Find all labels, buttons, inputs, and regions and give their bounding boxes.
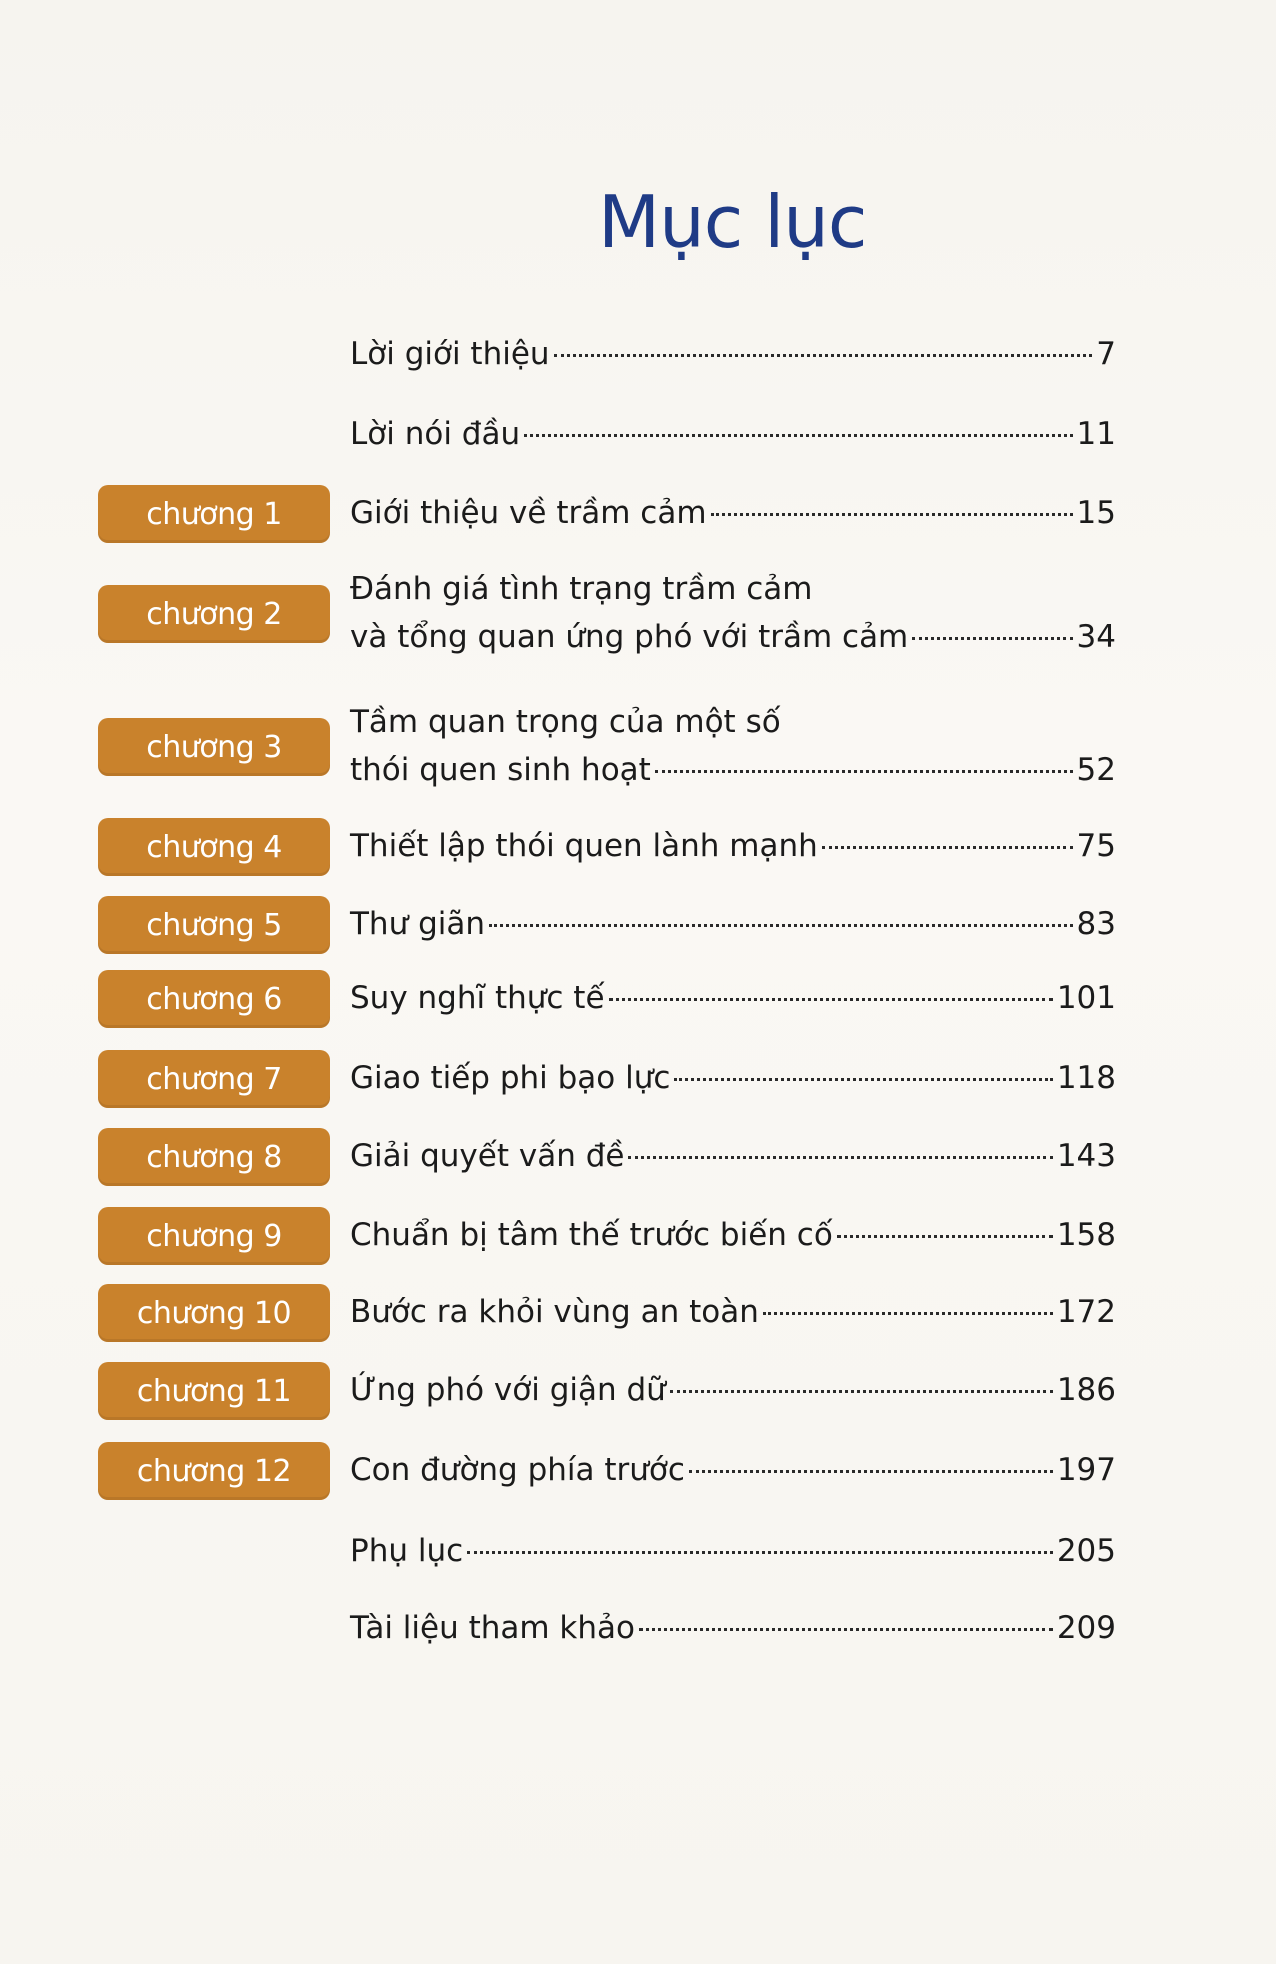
toc-line: [350, 330, 1116, 378]
chapter-badge: chương 2: [98, 585, 330, 643]
toc-line: [350, 1132, 1116, 1180]
toc-line: [350, 613, 1116, 661]
toc-entry-text: [350, 1054, 1116, 1102]
toc-page-number: 7: [1096, 336, 1116, 372]
dot-leader: [639, 1628, 1053, 1631]
toc-title: Phụ lục: [350, 1533, 464, 1569]
toc-entry-text: [350, 1446, 1116, 1494]
toc-page-number: 15: [1076, 495, 1116, 531]
toc-title: Lời nói đầu: [350, 416, 521, 452]
chapter-badge: chương 9: [98, 1207, 330, 1265]
toc-title: Ứng phó với giận dữ: [350, 1372, 666, 1408]
toc-title-continued: thói quen sinh hoạt: [350, 752, 651, 788]
chapter-badge: chương 8: [98, 1128, 330, 1186]
toc-page-number: 52: [1076, 752, 1116, 788]
toc-title: Tài liệu tham khảo: [350, 1610, 635, 1646]
dot-leader: [489, 924, 1073, 927]
toc-page-number: 101: [1056, 980, 1116, 1016]
toc-title: Con đường phía trước: [350, 1452, 685, 1488]
chapter-badge: chương 7: [98, 1050, 330, 1108]
toc-entry-text: [350, 1288, 1116, 1336]
toc-line: [350, 1288, 1116, 1336]
toc-title: Thư giãn: [350, 906, 486, 942]
dot-leader: [674, 1078, 1052, 1081]
toc-page-number: 11: [1076, 416, 1116, 452]
toc-entry-text: [350, 489, 1116, 537]
dot-leader: [912, 637, 1072, 640]
toc-page-number: 186: [1056, 1372, 1116, 1408]
toc-title: Suy nghĩ thực tế: [350, 980, 605, 1016]
toc-entry-text: [350, 1527, 1116, 1575]
toc-title: Bước ra khỏi vùng an toàn: [350, 1294, 759, 1330]
dot-leader: [655, 770, 1073, 773]
toc-title: Đánh giá tình trạng trầm cảm: [350, 571, 813, 607]
toc-line: [350, 1054, 1116, 1102]
toc-entry-text: [350, 1366, 1116, 1414]
toc-title: Tầm quan trọng của một số: [350, 704, 781, 740]
toc-entry-text: [350, 330, 1116, 378]
page-title: Mục lục: [598, 180, 867, 265]
toc-line: [350, 1446, 1116, 1494]
toc-entry-text: [350, 410, 1116, 458]
toc-line: [350, 698, 1116, 746]
toc-line: [350, 489, 1116, 537]
toc-title: Lời giới thiệu: [350, 336, 550, 372]
toc-page-number: 205: [1056, 1533, 1116, 1569]
toc-entry-text: [350, 1211, 1116, 1259]
toc-entry-text: [350, 900, 1116, 948]
toc-entry-text: [350, 698, 1116, 794]
toc-line: [350, 822, 1116, 870]
dot-leader: [670, 1390, 1053, 1393]
toc-line: [350, 1366, 1116, 1414]
toc-line: [350, 900, 1116, 948]
chapter-badge: chương 11: [98, 1362, 330, 1420]
dot-leader: [689, 1470, 1053, 1473]
toc-title: Chuẩn bị tâm thế trước biến cố: [350, 1217, 833, 1253]
chapter-badge: chương 10: [98, 1284, 330, 1342]
toc-line: [350, 565, 1116, 613]
toc-entry-text: [350, 974, 1116, 1022]
toc-title-continued: và tổng quan ứng phó với trầm cảm: [350, 619, 909, 655]
toc-page-number: 172: [1056, 1294, 1116, 1330]
toc-title: Giải quyết vấn đề: [350, 1138, 625, 1174]
dot-leader: [524, 434, 1072, 437]
toc-entry-text: [350, 1604, 1116, 1652]
dot-leader: [822, 846, 1073, 849]
toc-page-number: 75: [1076, 828, 1116, 864]
toc-page-number: 158: [1056, 1217, 1116, 1253]
toc-line: [350, 1211, 1116, 1259]
toc-title: Giới thiệu về trầm cảm: [350, 495, 707, 531]
toc-entry-text: [350, 822, 1116, 870]
dot-leader: [763, 1312, 1053, 1315]
chapter-badge: chương 12: [98, 1442, 330, 1500]
toc-page-number: 143: [1056, 1138, 1116, 1174]
toc-line: [350, 746, 1116, 794]
toc-page-number: 197: [1056, 1452, 1116, 1488]
chapter-badge: chương 3: [98, 718, 330, 776]
dot-leader: [609, 998, 1053, 1001]
toc-line: [350, 1604, 1116, 1652]
toc-line: [350, 974, 1116, 1022]
toc-entry-text: [350, 1132, 1116, 1180]
toc-page-number: 34: [1076, 619, 1116, 655]
dot-leader: [711, 513, 1073, 516]
chapter-badge: chương 5: [98, 896, 330, 954]
toc-entry-text: [350, 565, 1116, 661]
toc-page-number: 118: [1056, 1060, 1116, 1096]
toc-title: Thiết lập thói quen lành mạnh: [350, 828, 818, 864]
chapter-badge: chương 1: [98, 485, 330, 543]
dot-leader: [837, 1235, 1053, 1238]
toc-page-number: 209: [1056, 1610, 1116, 1646]
dot-leader: [467, 1551, 1053, 1554]
chapter-badge: chương 6: [98, 970, 330, 1028]
dot-leader: [554, 354, 1093, 357]
toc-line: [350, 1527, 1116, 1575]
toc-title: Giao tiếp phi bạo lực: [350, 1060, 671, 1096]
chapter-badge: chương 4: [98, 818, 330, 876]
toc-line: [350, 410, 1116, 458]
toc-page-number: 83: [1076, 906, 1116, 942]
dot-leader: [628, 1156, 1052, 1159]
